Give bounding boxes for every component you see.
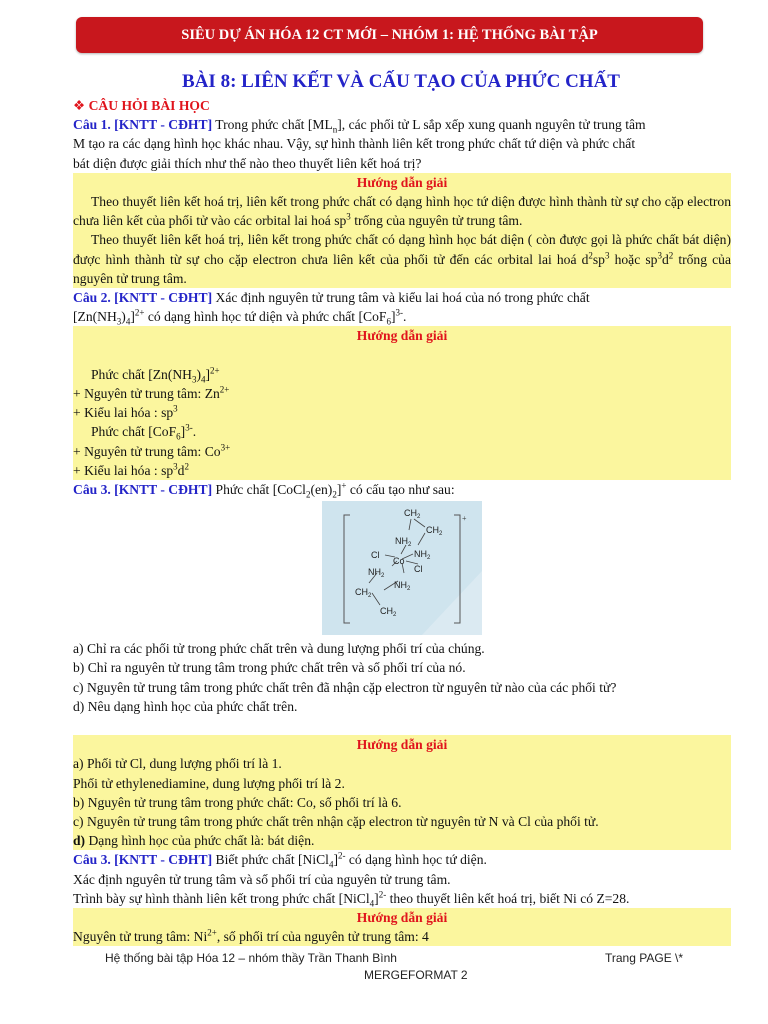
svg-text:NH2: $NH_2$: [395, 536, 412, 549]
svg-text:NH2: $NH_2$: [414, 549, 431, 562]
charge-label: +: [462, 514, 467, 524]
question-3: Câu 3. [KNTT - CĐHT] Phức chất $[CoCl_2(en)_2]^+$ có cấu tạo như sau: + $CH_2$ $CH_2$ $NH_2$ Cl $NH_2$ Co $NH_2$ Cl $NH_2$ $CH_2$ $CH_2$ a) Chỉ ra các phối tử trong phức chất trên và dung lượng phối trí của chúng. b) Chỉ ra nguyên tử trung tâm trong phức chất trên và số phối trí của nó. c) Nguyên tử trung tâm trong phức chất trên đã nhận cặp electron từ nguyên tử nào của các phối tử? d) Nêu dạng hình học của phức chất trên.: [73, 480, 617, 714]
svg-text:NH2: $NH_2$: [394, 580, 411, 593]
answer-2: Hướng dẫn giải Phức chất $[Zn(NH_3)_4]^{2+}$ + Nguyên tử trung tâm: $Zn^{2+}$ + Kiểu lai hóa : $sp^3$ Phức chất $[CoF_6]^{3-}$. + Nguyên tử trung tâm: $Co^{3+}$ + Kiểu lai hóa : $sp^3d^2$: [73, 326, 731, 480]
svg-text:CH2: $CH_2$: [404, 508, 421, 521]
header-banner: SIÊU DỰ ÁN HÓA 12 CT MỚI – NHÓM 1: HỆ THỐNG BÀI TẬP: [76, 17, 703, 53]
section-heading: ❖ CÂU HỎI BÀI HỌC: [73, 98, 210, 113]
document-body: [73, 96, 731, 946]
svg-text:CH2: $CH_2$: [355, 587, 372, 600]
question-1: Câu 1. [KNTT - CĐHT] Trong phức chất $[ML_n]$, các phối tử L sắp xếp xung quanh nguyên tử trung tâm M tạo ra các dạng hình học khác nhau. Vậy, sự hình thành liên kết trong phức chất tứ diện và phức chất bát diện được giải thích như thế nào theo thuyết liên kết hoá trị?: [73, 117, 646, 171]
footer-page-field: Trang PAGE \*: [605, 951, 684, 965]
footer-mergeformat: MERGEFORMAT 2: [364, 968, 468, 982]
answer-4: Hướng dẫn giải Nguyên tử trung tâm: $Ni^{2+}$, số phối trí của nguyên tử trung tâm: 4: [73, 908, 731, 946]
question-2: Câu 2. [KNTT - CĐHT] Xác định nguyên tử trung tâm và kiểu lai hoá của nó trong phức chất $[Zn(NH_3)_4]^{2+}$ có dạng hình học tứ diện và phức chất $[CoF_6]^{3-}$.: [73, 290, 590, 327]
footer-left-text: Hệ thống bài tập Hóa 12 – nhóm thầy Trần Thanh Bình: [105, 951, 397, 965]
answer-1: Hướng dẫn giải Theo thuyết liên kết hoá trị, liên kết trong phức chất có dạng hình học tứ diện được hình thành từ sự cho cặp electron chưa liên kết của phối tử vào các orbital lai hoá $sp^3$ trống của nguyên tử trung tâm. Theo thuyết liên kết hoá trị, liên kết trong phức chất có dạng hình học bát diện ( còn được gọi là phức chất bát diện) được hình thành từ sự cho cặp electron chưa liên kết của phối tử đến các orbital lai hoá $d^2sp^3$ hoặc $sp^3d^2$ trống của nguyên tử trung tâm.: [73, 173, 731, 288]
diamond-icon: ❖: [73, 98, 86, 113]
svg-text:Co: Co: [393, 556, 405, 567]
question-4: Câu 3. [KNTT - CĐHT] Biết phức chất [NiCl$_4$]$^{2-}$ có dạng hình học tứ diện. Xác định nguyên tử trung tâm và số phối trí của nguyên tử trung tâm. Trình bày sự hình thành liên kết trong phức chất [NiCl$_4$]$^{2-}$ theo thuyết liên kết hoá trị, biết Ni có Z=28.: [73, 850, 630, 909]
svg-text:CH2: $CH_2$: [426, 525, 443, 538]
page-title: BÀI 8: LIÊN KẾT VÀ CẤU TẠO CỦA PHỨC CHẤT: [182, 71, 620, 92]
complex-structure-figure: [322, 501, 482, 635]
svg-text:Cl: Cl: [414, 564, 423, 575]
answer-3: Hướng dẫn giải a) Phối tử Cl, dung lượng phối trí là 1. Phối tử ethylenediamine, dung lượng phối trí là 2. b) Nguyên tử trung tâm trong phức chất: Co, số phối trí là 6. c) Nguyên tử trung tâm trong phức chất trên nhận cặp electron từ nguyên tử N và Cl của phối tử. d) Dạng hình học của phức chất là: bát diện.: [73, 735, 731, 850]
svg-text:Cl: Cl: [371, 550, 380, 561]
svg-text:NH2: $NH_2$: [368, 567, 385, 580]
svg-text:CH2: $CH_2$: [380, 606, 397, 619]
